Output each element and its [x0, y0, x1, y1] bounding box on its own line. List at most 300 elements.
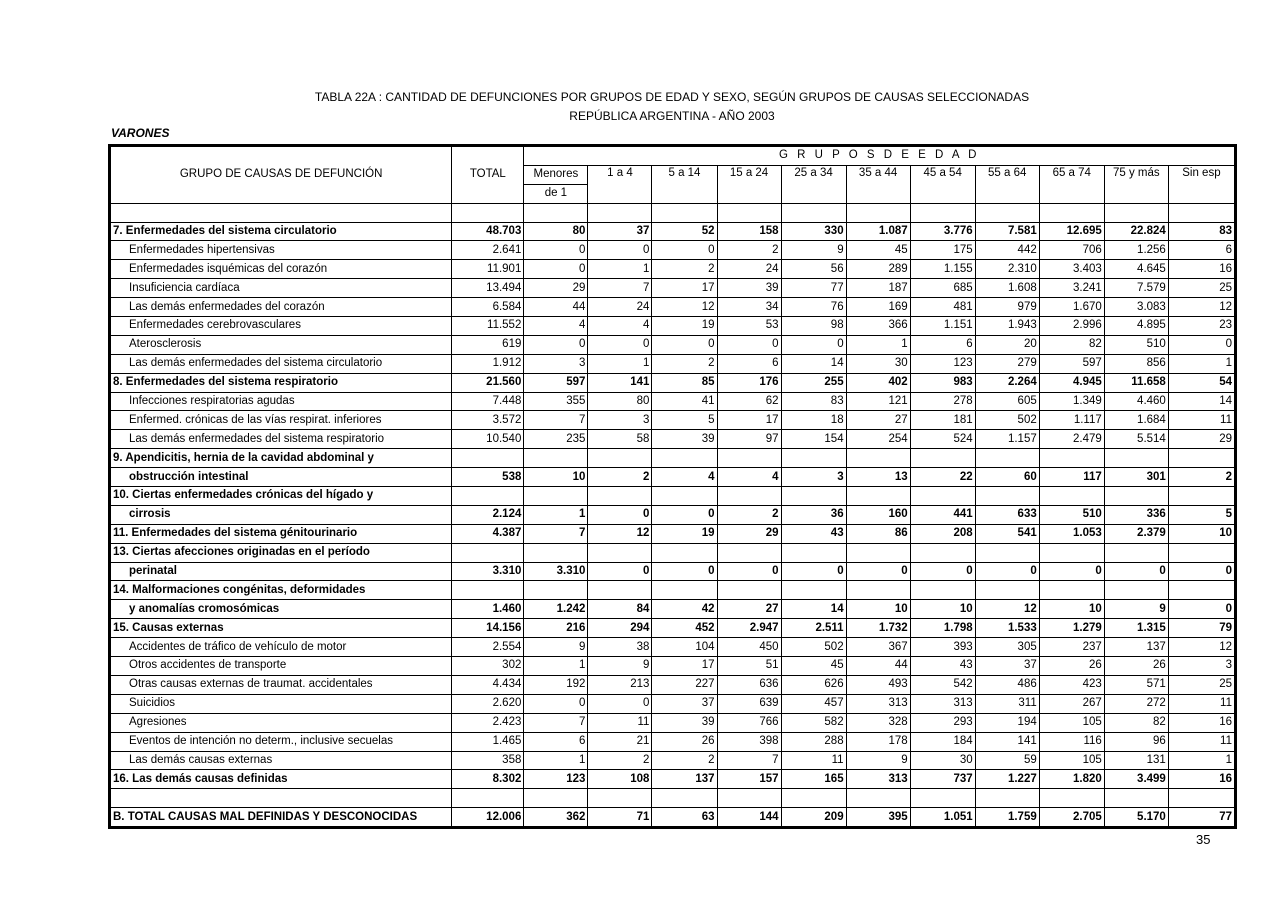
value-cell: 355 — [524, 392, 588, 411]
value-cell: 10 — [1039, 600, 1104, 619]
value-cell: 11 — [1168, 411, 1235, 430]
value-cell: 216 — [524, 619, 588, 638]
empty-cell — [975, 789, 1039, 808]
value-cell: 2.310 — [975, 260, 1039, 279]
value-cell: 158 — [717, 222, 781, 241]
value-cell: 737 — [910, 770, 975, 789]
table-row — [110, 449, 1236, 468]
value-cell: 481 — [910, 298, 975, 317]
value-cell: 208 — [910, 524, 975, 543]
value-cell: 1.087 — [846, 222, 910, 241]
value-cell: 11 — [588, 713, 652, 732]
value-cell: 154 — [781, 430, 846, 449]
value-cell: 0 — [717, 335, 781, 354]
value-cell: 4 — [588, 317, 652, 336]
value-cell: 766 — [717, 713, 781, 732]
value-cell: 510 — [1039, 505, 1104, 524]
value-cell: 636 — [717, 675, 781, 694]
empty-cell — [975, 543, 1039, 562]
value-cell: 24 — [717, 260, 781, 279]
value-cell: 123 — [524, 770, 588, 789]
empty-cell — [1104, 543, 1168, 562]
empty-cell — [524, 449, 588, 468]
value-cell: 0 — [524, 241, 588, 260]
value-cell: 7 — [588, 279, 652, 298]
value-cell: 254 — [846, 430, 910, 449]
cause-column-header: GRUPO DE CAUSAS DE DEFUNCIÓN — [110, 146, 452, 204]
empty-cell — [452, 203, 524, 222]
value-cell: 17 — [652, 657, 717, 676]
table-row — [110, 808, 1236, 828]
value-cell: 121 — [846, 392, 910, 411]
empty-cell — [1168, 487, 1235, 506]
empty-cell — [717, 789, 781, 808]
value-cell: 0 — [588, 505, 652, 524]
cause-label: Enfermedades isquémicas del corazón — [110, 260, 452, 279]
value-cell: 0 — [524, 335, 588, 354]
value-cell: 979 — [975, 298, 1039, 317]
cause-label: Eventos de intención no determ., inclusive secuelas — [110, 732, 452, 751]
cause-label: Las demás enfermedades del sistema circulatorio — [110, 354, 452, 373]
cause-label: 16. Las demás causas definidas — [110, 770, 452, 789]
value-cell: 1.242 — [524, 600, 588, 619]
table-row — [110, 487, 1236, 506]
value-cell: 402 — [846, 373, 910, 392]
value-cell: 0 — [717, 562, 781, 581]
value-cell: 597 — [1039, 354, 1104, 373]
value-cell: 213 — [588, 675, 652, 694]
value-cell: 84 — [588, 600, 652, 619]
value-cell: 330 — [781, 222, 846, 241]
empty-cell — [846, 487, 910, 506]
value-cell: 2.379 — [1104, 524, 1168, 543]
value-cell: 29 — [524, 279, 588, 298]
value-cell: 11 — [1168, 694, 1235, 713]
value-cell: 45 — [846, 241, 910, 260]
value-cell: 7 — [524, 524, 588, 543]
table-row-continuation — [110, 600, 1236, 619]
table-row — [110, 373, 1236, 392]
value-cell: 2.705 — [1039, 808, 1104, 828]
value-cell: 227 — [652, 675, 717, 694]
value-cell: 5.170 — [1104, 808, 1168, 828]
header-row-1 — [110, 146, 1236, 166]
value-cell: 311 — [975, 694, 1039, 713]
value-cell: 1.155 — [910, 260, 975, 279]
value-cell: 77 — [1168, 808, 1235, 828]
cause-label: Insuficiencia cardíaca — [110, 279, 452, 298]
total-cell: 1.912 — [452, 354, 524, 373]
empty-cell — [588, 543, 652, 562]
value-cell: 5 — [1168, 505, 1235, 524]
value-cell: 5 — [652, 411, 717, 430]
empty-cell — [1168, 581, 1235, 600]
value-cell: 626 — [781, 675, 846, 694]
cause-label: Enfermedades hipertensivas — [110, 241, 452, 260]
value-cell: 486 — [975, 675, 1039, 694]
total-cell: 11.552 — [452, 317, 524, 336]
value-cell: 0 — [846, 562, 910, 581]
value-cell: 2 — [652, 260, 717, 279]
value-cell: 313 — [846, 770, 910, 789]
empty-cell — [717, 449, 781, 468]
value-cell: 450 — [717, 638, 781, 657]
value-cell: 1.051 — [910, 808, 975, 828]
table-row — [110, 260, 1236, 279]
value-cell: 11.658 — [1104, 373, 1168, 392]
value-cell: 43 — [781, 524, 846, 543]
value-cell: 4.895 — [1104, 317, 1168, 336]
value-cell: 3.241 — [1039, 279, 1104, 298]
value-cell: 144 — [717, 808, 781, 828]
empty-cell — [110, 203, 452, 222]
value-cell: 123 — [910, 354, 975, 373]
value-cell: 3.776 — [910, 222, 975, 241]
value-cell: 0 — [652, 335, 717, 354]
value-cell: 26 — [1039, 657, 1104, 676]
value-cell: 5.514 — [1104, 430, 1168, 449]
value-cell: 1.759 — [975, 808, 1039, 828]
total-cell: 11.901 — [452, 260, 524, 279]
empty-cell — [588, 581, 652, 600]
table-title: TABLA 22A : CANTIDAD DE DEFUNCIONES POR GRUPOS DE EDAD Y SEXO, SEGÚN GRUPOS DE CAUSAS SELECCIONADAS — [314, 90, 1030, 104]
cause-label: Accidentes de tráfico de vehículo de motor — [110, 638, 452, 657]
value-cell: 336 — [1104, 505, 1168, 524]
table-row — [110, 335, 1236, 354]
cause-label: Enfermed. crónicas de las vías respirat. inferiores — [110, 411, 452, 430]
empty-cell — [452, 487, 524, 506]
cause-label: 15. Causas externas — [110, 619, 452, 638]
value-cell: 2 — [652, 751, 717, 770]
value-cell: 1.732 — [846, 619, 910, 638]
value-cell: 9 — [524, 638, 588, 657]
cause-label: Enfermedades cerebrovasculares — [110, 317, 452, 336]
table-row — [110, 317, 1236, 336]
empty-cell — [781, 543, 846, 562]
value-cell: 1.820 — [1039, 770, 1104, 789]
empty-cell — [846, 789, 910, 808]
value-cell: 597 — [524, 373, 588, 392]
value-cell: 293 — [910, 713, 975, 732]
value-cell: 510 — [1104, 335, 1168, 354]
value-cell: 165 — [781, 770, 846, 789]
empty-cell — [1039, 581, 1104, 600]
empty-cell — [717, 543, 781, 562]
value-cell: 178 — [846, 732, 910, 751]
value-cell: 1 — [588, 354, 652, 373]
value-cell: 53 — [717, 317, 781, 336]
value-cell: 98 — [781, 317, 846, 336]
empty-cell — [1104, 487, 1168, 506]
value-cell: 29 — [717, 524, 781, 543]
value-cell: 10 — [846, 600, 910, 619]
value-cell: 36 — [781, 505, 846, 524]
age-col-header: Sin esp — [1168, 165, 1235, 203]
value-cell: 278 — [910, 392, 975, 411]
value-cell: 4 — [717, 468, 781, 487]
value-cell: 0 — [652, 562, 717, 581]
value-cell: 3 — [524, 354, 588, 373]
value-cell: 1.053 — [1039, 524, 1104, 543]
value-cell: 131 — [1104, 751, 1168, 770]
empty-cell — [652, 449, 717, 468]
value-cell: 16 — [1168, 713, 1235, 732]
empty-cell — [975, 203, 1039, 222]
cause-label: 8. Enfermedades del sistema respiratorio — [110, 373, 452, 392]
value-cell: 362 — [524, 808, 588, 828]
empty-cell — [781, 581, 846, 600]
value-cell: 398 — [717, 732, 781, 751]
value-cell: 21 — [588, 732, 652, 751]
table-row — [110, 638, 1236, 657]
value-cell: 60 — [975, 468, 1039, 487]
value-cell: 6 — [910, 335, 975, 354]
total-cell: 2.641 — [452, 241, 524, 260]
value-cell: 51 — [717, 657, 781, 676]
total-cell: 7.448 — [452, 392, 524, 411]
value-cell: 12.695 — [1039, 222, 1104, 241]
value-cell: 7.579 — [1104, 279, 1168, 298]
empty-cell — [524, 487, 588, 506]
value-cell: 856 — [1104, 354, 1168, 373]
value-cell: 27 — [717, 600, 781, 619]
value-cell: 0 — [1168, 562, 1235, 581]
value-cell: 3.403 — [1039, 260, 1104, 279]
value-cell: 4.945 — [1039, 373, 1104, 392]
value-cell: 175 — [910, 241, 975, 260]
cause-label-continued: cirrosis — [110, 505, 452, 524]
table-row — [110, 619, 1236, 638]
age-col-header: 45 a 54 — [910, 165, 975, 203]
value-cell: 983 — [910, 373, 975, 392]
value-cell: 313 — [910, 694, 975, 713]
value-cell: 441 — [910, 505, 975, 524]
empty-cell — [717, 581, 781, 600]
value-cell: 452 — [652, 619, 717, 638]
total-cell: 1.460 — [452, 600, 524, 619]
value-cell: 86 — [846, 524, 910, 543]
value-cell: 395 — [846, 808, 910, 828]
value-cell: 56 — [781, 260, 846, 279]
cause-label: Las demás enfermedades del sistema respiratorio — [110, 430, 452, 449]
value-cell: 1.279 — [1039, 619, 1104, 638]
empty-cell — [110, 789, 452, 808]
total-cell: 2.124 — [452, 505, 524, 524]
table-row — [110, 543, 1236, 562]
empty-cell — [652, 487, 717, 506]
value-cell: 3 — [1168, 657, 1235, 676]
value-cell: 37 — [588, 222, 652, 241]
value-cell: 0 — [588, 335, 652, 354]
spacer-row — [110, 203, 1236, 222]
total-cell: 2.423 — [452, 713, 524, 732]
value-cell: 1.684 — [1104, 411, 1168, 430]
empty-cell — [975, 449, 1039, 468]
empty-cell — [975, 487, 1039, 506]
empty-cell — [452, 449, 524, 468]
value-cell: 1 — [1168, 751, 1235, 770]
value-cell: 59 — [975, 751, 1039, 770]
value-cell: 9 — [781, 241, 846, 260]
value-cell: 19 — [652, 524, 717, 543]
total-cell: 12.006 — [452, 808, 524, 828]
value-cell: 19 — [652, 317, 717, 336]
value-cell: 30 — [846, 354, 910, 373]
value-cell: 237 — [1039, 638, 1104, 657]
value-cell: 1.256 — [1104, 241, 1168, 260]
empty-cell — [910, 543, 975, 562]
empty-cell — [846, 543, 910, 562]
value-cell: 1.157 — [975, 430, 1039, 449]
value-cell: 0 — [652, 505, 717, 524]
empty-cell — [910, 581, 975, 600]
table-row-continuation — [110, 468, 1236, 487]
value-cell: 294 — [588, 619, 652, 638]
empty-cell — [910, 203, 975, 222]
value-cell: 105 — [1039, 751, 1104, 770]
value-cell: 16 — [1168, 260, 1235, 279]
cause-label: Otros accidentes de transporte — [110, 657, 452, 676]
age-col-header: 25 a 34 — [781, 165, 846, 203]
table-row — [110, 354, 1236, 373]
value-cell: 305 — [975, 638, 1039, 657]
value-cell: 10 — [524, 468, 588, 487]
value-cell: 3.499 — [1104, 770, 1168, 789]
value-cell: 76 — [781, 298, 846, 317]
value-cell: 12 — [652, 298, 717, 317]
value-cell: 11 — [781, 751, 846, 770]
value-cell: 6 — [1168, 241, 1235, 260]
value-cell: 2.947 — [717, 619, 781, 638]
cause-label: 9. Apendicitis, hernia de la cavidad abdominal y — [110, 449, 452, 468]
value-cell: 2 — [588, 751, 652, 770]
value-cell: 0 — [975, 562, 1039, 581]
value-cell: 7 — [524, 713, 588, 732]
value-cell: 184 — [910, 732, 975, 751]
value-cell: 3 — [588, 411, 652, 430]
cause-label: 13. Ciertas afecciones originadas en el período — [110, 543, 452, 562]
value-cell: 26 — [652, 732, 717, 751]
value-cell: 2.511 — [781, 619, 846, 638]
value-cell: 2 — [652, 354, 717, 373]
empty-cell — [910, 487, 975, 506]
value-cell: 2.479 — [1039, 430, 1104, 449]
empty-cell — [588, 203, 652, 222]
value-cell: 82 — [1104, 713, 1168, 732]
empty-cell — [910, 449, 975, 468]
value-cell: 0 — [781, 335, 846, 354]
cause-label: Otras causas externas de traumat. accidentales — [110, 675, 452, 694]
table-row — [110, 222, 1236, 241]
value-cell: 1.117 — [1039, 411, 1104, 430]
value-cell: 11 — [1168, 732, 1235, 751]
empty-cell — [1039, 789, 1104, 808]
table-row — [110, 694, 1236, 713]
empty-cell — [846, 581, 910, 600]
table-row-continuation — [110, 562, 1236, 581]
cause-label: Las demás causas externas — [110, 751, 452, 770]
table-row — [110, 279, 1236, 298]
cause-label: Aterosclerosis — [110, 335, 452, 354]
total-cell: 14.156 — [452, 619, 524, 638]
value-cell: 209 — [781, 808, 846, 828]
value-cell: 541 — [975, 524, 1039, 543]
age-col-header: 65 a 74 — [1039, 165, 1104, 203]
value-cell: 3.083 — [1104, 298, 1168, 317]
empty-cell — [524, 203, 588, 222]
value-cell: 2.264 — [975, 373, 1039, 392]
value-cell: 3.310 — [524, 562, 588, 581]
cause-label: Agresiones — [110, 713, 452, 732]
value-cell: 187 — [846, 279, 910, 298]
value-cell: 1.315 — [1104, 619, 1168, 638]
value-cell: 2 — [717, 241, 781, 260]
table-row — [110, 581, 1236, 600]
value-cell: 235 — [524, 430, 588, 449]
value-cell: 313 — [846, 694, 910, 713]
value-cell: 3 — [781, 468, 846, 487]
value-cell: 272 — [1104, 694, 1168, 713]
value-cell: 457 — [781, 694, 846, 713]
cause-label-continued: y anomalías cromosómicas — [110, 600, 452, 619]
age-col-header: 1 a 4 — [588, 165, 652, 203]
value-cell: 194 — [975, 713, 1039, 732]
empty-cell — [1168, 449, 1235, 468]
value-cell: 82 — [1039, 335, 1104, 354]
empty-cell — [846, 203, 910, 222]
table-row — [110, 524, 1236, 543]
value-cell: 1.151 — [910, 317, 975, 336]
value-cell: 685 — [910, 279, 975, 298]
empty-cell — [1039, 543, 1104, 562]
age-col-header: 35 a 44 — [846, 165, 910, 203]
empty-cell — [781, 449, 846, 468]
empty-cell — [910, 789, 975, 808]
value-cell: 80 — [588, 392, 652, 411]
value-cell: 0 — [588, 562, 652, 581]
cause-label: 14. Malformaciones congénitas, deformidades — [110, 581, 452, 600]
total-cell: 10.540 — [452, 430, 524, 449]
age-groups-header: G R U P O S D E E D A D — [524, 146, 1236, 166]
total-cell: 1.465 — [452, 732, 524, 751]
value-cell: 706 — [1039, 241, 1104, 260]
empty-cell — [781, 203, 846, 222]
value-cell: 12 — [1168, 638, 1235, 657]
age-col-header: 15 a 24 — [717, 165, 781, 203]
value-cell: 288 — [781, 732, 846, 751]
value-cell: 12 — [975, 600, 1039, 619]
value-cell: 1.608 — [975, 279, 1039, 298]
cause-label-continued: obstrucción intestinal — [110, 468, 452, 487]
total-cell: 619 — [452, 335, 524, 354]
value-cell: 16 — [1168, 770, 1235, 789]
total-cell: 48.703 — [452, 222, 524, 241]
table-row — [110, 298, 1236, 317]
value-cell: 2 — [588, 468, 652, 487]
value-cell: 0 — [652, 241, 717, 260]
empty-cell — [588, 449, 652, 468]
empty-cell — [652, 543, 717, 562]
empty-cell — [652, 203, 717, 222]
value-cell: 0 — [524, 260, 588, 279]
empty-cell — [588, 487, 652, 506]
spacer-row — [110, 789, 1236, 808]
value-cell: 2 — [1168, 468, 1235, 487]
value-cell: 1.349 — [1039, 392, 1104, 411]
value-cell: 79 — [1168, 619, 1235, 638]
value-cell: 39 — [652, 430, 717, 449]
value-cell: 62 — [717, 392, 781, 411]
